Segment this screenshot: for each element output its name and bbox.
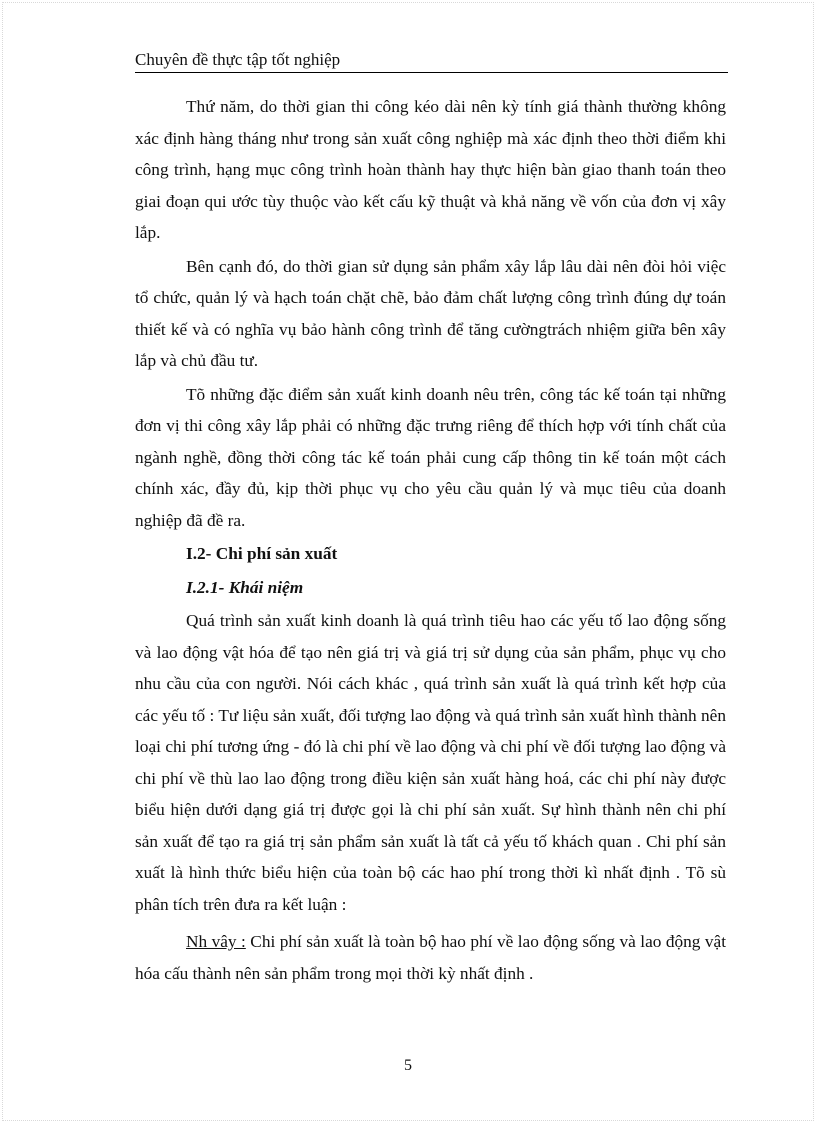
section-heading: I.2- Chi phí sản xuất [186,544,338,563]
paragraph-warranty: Bên cạnh đó, do thời gian sử dụng sản phẩm xây lắp lâu dài nên đòi hỏi việc tổ chức, quản lý và hạch toán chặt chẽ, bảo đảm chất lượng công trình đúng dự toán thiết kế và có nghĩa vụ bảo hành công trình để tăng cườngtrách nhiệm giữa bên xây lắp và chủ đầu tư. [135,256,726,370]
running-header: Chuyên đề thực tập tốt nghiệp [135,50,341,69]
header-rule [135,72,728,73]
paragraph-conclusion [135,926,726,989]
conclusion-text: Chi phí sản xuất là toàn bộ hao phí về lao động sống và lao động vật hóa cấu thành nên sản phẩm trong mọi thời kỳ nhất định . [135,932,726,983]
page-number: 5 [404,1057,412,1074]
document-body [135,91,726,989]
subsection-heading: I.2.1- Khái niệm [186,577,304,597]
paragraph-accounting-characteristics: Tõ những đặc điểm sản xuất kinh doanh nêu trên, công tác kế toán tại những đơn vị thi công xây lắp phải có những đặc trưng riêng để thích hợp với tính chất của ngành nghề, đồng thời công tác kế toán phải cung cấp thông tin kế toán một cách chính xác, đầy đủ, kịp thời phục vụ cho yêu cầu quản lý và mục tiêu của doanh nghiệp đã đề ra. [135,384,726,530]
paragraph-cost-concept: Quá trình sản xuất kinh doanh là quá trình tiêu hao các yếu tố lao động sống và lao động vật hóa để tạo nên giá trị và giá trị sử dụng của sản phẩm, phục vụ cho nhu cầu của con người. Nói cách khác , quá trình sản xuất là quá trình kết hợp của các yếu tố : Tư liệu sản xuất, đối tượng lao động và quá trình sản xuất hình thành nên loại chi phí tương ứng - đó là chi phí về lao động và chi phí về đối tượng lao động và chi phí về thù lao lao động trong điều kiện sản xuất hàng hoá, các chi phí này được biểu hiện dưới dạng giá trị được gọi là chi phí sản xuất. Sự hình thành nên chi phí sản xuất để tạo ra giá trị sản phẩm sản xuất là tất cả yếu tố khách quan . Chi phí sản xuất là hình thức biểu hiện của toàn bộ các hao phí trong thời kì nhất định . Tõ sù phân tích trên đưa ra kết luận : [135,611,726,914]
paragraph-construction-period: Thứ năm, do thời gian thi công kéo dài nên kỳ tính giá thành thường không xác định hàng tháng như trong sản xuất công nghiệp mà xác định theo thời điểm khi công trình, hạng mục công trình hoàn thành hay thực hiện bàn giao thanh toán theo giai đoạn qui ước tùy thuộc vào kết cấu kỹ thuật và khả năng về vốn của đơn vị xây lắp. [135,97,726,242]
conclusion-lead: Nh vây : [186,932,246,951]
